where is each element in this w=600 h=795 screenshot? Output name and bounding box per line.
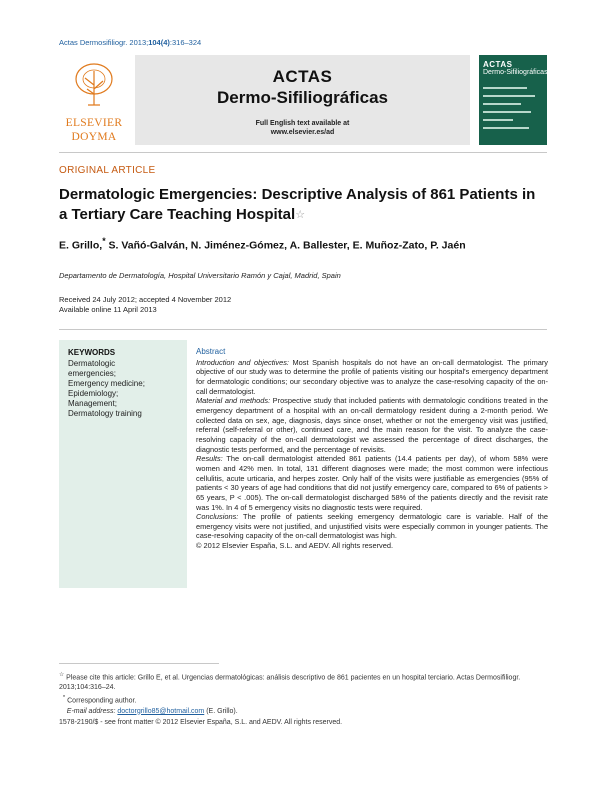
journal-banner (135, 55, 470, 145)
title-line1: Dermatologic Emergencies: Descriptive Analysis of 861 Patients in (59, 186, 536, 203)
article-title (59, 185, 559, 225)
introduction-heading: Introduction and objectives: (196, 357, 289, 367)
keyword-item: Dermatologic (68, 359, 116, 368)
available-date: Available online 11 April 2013 (59, 305, 157, 314)
abstract-heading: Abstract (196, 347, 226, 356)
email-link[interactable]: doctorgrillo85@hotmail.com (117, 707, 205, 715)
journal-url[interactable]: www.elsevier.es/ad (270, 129, 335, 136)
cover-text-line (483, 103, 521, 105)
keywords-heading: KEYWORDS (68, 348, 116, 357)
title-footnote-marker[interactable]: ☆ (295, 209, 306, 221)
article-type: ORIGINAL ARTICLE (59, 165, 156, 176)
keyword-item: Dermatology training (68, 409, 142, 418)
keyword-item: emergencies; (68, 369, 117, 378)
abstract-copyright: © 2012 Elsevier España, S.L. and AEDV. All rights reserved. (196, 541, 394, 551)
abstract-results (196, 454, 548, 512)
publisher-name: ELSEVIER (65, 117, 123, 129)
citation-volume: 104(4) (148, 38, 170, 47)
received-date: Received 24 July 2012; accepted 4 November 2012 (59, 295, 232, 304)
abstract-methods (196, 396, 548, 454)
front-matter-copyright: 1578-2190/$ - see front matter © 2012 Elsevier España, S.L. and AEDV. All rights reserved. (59, 719, 343, 726)
tree-logo-icon (73, 61, 115, 109)
journal-header (59, 55, 547, 145)
keywords-list (68, 359, 183, 419)
dates-divider (59, 329, 547, 330)
cover-title-line1: ACTAS (483, 60, 513, 69)
citation-footnote-marker: ☆ (59, 672, 65, 678)
corresponding-footnote-marker: * (62, 695, 66, 702)
author-list (59, 236, 466, 252)
first-author: E. Grillo, (59, 239, 103, 252)
keyword-item: Emergency medicine; (68, 379, 145, 388)
corresponding-footnote (59, 693, 549, 706)
conclusions-heading: Conclusions: (196, 512, 239, 522)
citation-pages: :316–324 (169, 38, 202, 47)
cover-text-line (483, 95, 535, 97)
abstract-introduction (196, 358, 548, 397)
cover-text-line (483, 111, 531, 113)
cover-title-line2: Dermo-Sifiliográficas (483, 69, 548, 76)
article-dates (59, 295, 231, 315)
footnote-divider (59, 663, 219, 664)
keyword-item: Management; (68, 399, 117, 408)
corresponding-marker[interactable]: * (102, 236, 106, 246)
cover-text-line (483, 119, 513, 121)
publisher-imprint: DOYMA (71, 131, 117, 143)
title-line2: a Tertiary Care Teaching Hospital (59, 206, 296, 223)
cover-text-line (483, 87, 527, 89)
email-suffix: (E. Grillo). (204, 707, 238, 715)
co-authors: S. Vañó-Galván, N. Jiménez-Gómez, A. Ballester, E. Muñoz-Zato, P. Jaén (105, 239, 466, 252)
journal-citation (59, 38, 201, 47)
citation-footnote-text: Please cite this article: Grillo E, et al. Urgencias dermatológicas: análisis descriptivo de 861 pacientes en un hospital terciario. Actas Dermosifiliogr. 2013;104:316–24. (59, 674, 521, 692)
header-divider (59, 152, 547, 153)
methods-heading: Material and methods: (196, 396, 271, 406)
journal-title-line2: Dermo-Sifiliográficas (217, 88, 388, 107)
elsevier-logo (59, 55, 129, 145)
keywords-panel (59, 340, 187, 588)
english-text-note: Full English text available at (255, 120, 350, 127)
citation-journal: Actas Dermosifiliogr. 2013; (59, 38, 149, 47)
affiliation: Departamento de Dermatología, Hospital Universitario Ramón y Cajal, Madrid, Spain (59, 271, 341, 280)
email-label: E-mail address: (66, 707, 116, 715)
journal-title-line1: ACTAS (272, 67, 333, 86)
conclusions-text: The profile of patients seeking emergency dermatologic care is variable. Half of the emergency visits were not justified, and unjustified visits were especially common in younger patients. The case-resolving capacity of the on-call dermatologist was high. (196, 512, 548, 541)
corresponding-footnote-text: Corresponding author. (65, 697, 137, 705)
results-text: The on-call dermatologist attended 861 patients (14.4 patients per day), of whom 58% were women and 42% men. In total, 131 different diagnoses were made; the most common were infectious cellulitis, acute urticaria, and herpes zoster. Only half of the visits were justifiable as emergencies (95% of patients < 30 years of age had conditions that did not justify emergency care, compared to 6% of patients > 65 years, P < .005). The on-call dermatologist discharged 58% of the patients directly and the revisit rate was 1%. In 4 of 5 emergency visits no diagnostic tests were required. (196, 454, 548, 512)
keyword-item: Epidemiology; (68, 389, 119, 398)
results-heading: Results: (196, 454, 223, 464)
abstract (196, 347, 548, 551)
methods-text: Prospective study that included patients with dermatologic conditions treated in the emergency department of a hospital with an on-call dermatology resident during a 2-month period. We collected data on sex, age, diagnosis, days since onset, whether or not the emergency visit was justified, referral (self-referral or other), continued care, and the main reason for the visit. To analyze the case-resolving capacity of the on-call dermatologist we assessed the percentage of direct discharges, the diagnostic tests performed, and the percentage of revisits. (196, 396, 548, 454)
introduction-text: Most Spanish hospitals do not have an on-call dermatologist. The primary objective of our study was to determine the profile of patients visiting our hospital's emergency department for dermatologic conditions; our secondary objective was to analyze the case-resolving capacity of the on-call dermatologist. (196, 357, 548, 396)
footnotes (59, 670, 549, 717)
citation-footnote (59, 670, 549, 693)
journal-cover-thumbnail (479, 55, 547, 145)
abstract-conclusions (196, 512, 548, 541)
cover-text-line (483, 127, 529, 129)
email-footnote (59, 707, 549, 717)
